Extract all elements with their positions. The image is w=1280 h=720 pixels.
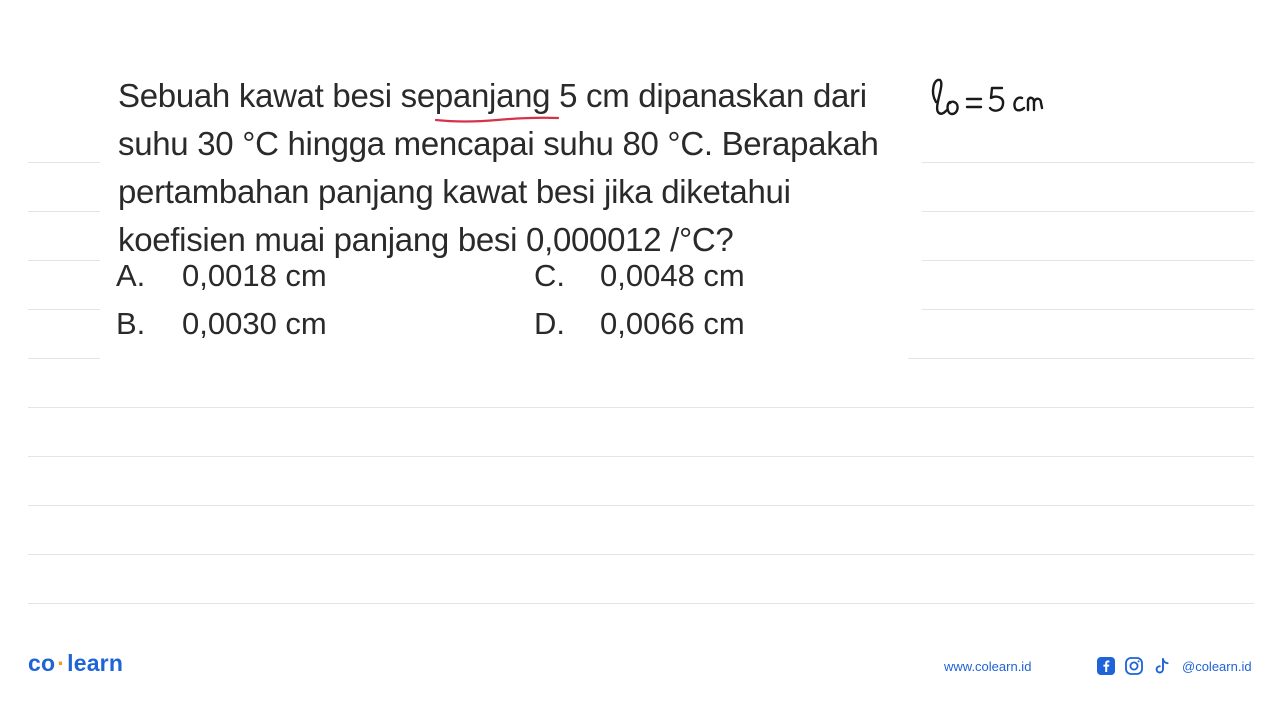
question-text [118, 72, 900, 264]
option-letter: B. [116, 306, 146, 341]
ruled-line [922, 162, 1254, 163]
facebook-icon[interactable] [1096, 656, 1116, 676]
social-handle[interactable]: @colearn.id [1182, 658, 1252, 674]
question-line: pertambahan panjang kawat besi jika diketahui [118, 173, 791, 210]
social-links [1096, 656, 1252, 676]
ruled-line [28, 554, 1254, 555]
option-letter: A. [116, 258, 146, 293]
option-b[interactable] [116, 306, 327, 342]
instagram-icon[interactable] [1124, 656, 1144, 676]
ruled-line [28, 260, 110, 261]
brand-left: co [28, 650, 56, 676]
option-text: 0,0018 cm [182, 258, 327, 293]
ruled-line [922, 309, 1254, 310]
website-link[interactable]: www.colearn.id [944, 659, 1032, 674]
ruled-line [28, 603, 1254, 604]
ruled-line [922, 211, 1254, 212]
question-line: suhu 30 °C hingga mencapai suhu 80 °C. Berapakah [118, 125, 879, 162]
option-c[interactable] [534, 258, 745, 294]
ruled-line [28, 505, 1254, 506]
option-letter: C. [534, 258, 565, 293]
option-a[interactable] [116, 258, 327, 294]
handwritten-annotation [920, 72, 1050, 122]
ruled-line [28, 456, 1254, 457]
tiktok-icon[interactable] [1152, 656, 1172, 676]
red-underline-mark [434, 114, 560, 124]
colearn-logo [28, 650, 123, 677]
brand-right: learn [67, 650, 124, 676]
ruled-line [922, 260, 1254, 261]
option-text: 0,0030 cm [182, 306, 327, 341]
ruled-line [28, 309, 110, 310]
brand-dot: · [57, 650, 66, 676]
question-card [100, 58, 908, 360]
option-d[interactable] [534, 306, 745, 342]
option-text: 0,0066 cm [600, 306, 745, 341]
ruled-line [28, 162, 110, 163]
question-line: Sebuah kawat besi sepanjang 5 cm dipanaskan dari [118, 77, 867, 114]
ruled-line [28, 211, 110, 212]
question-line: koefisien muai panjang besi 0,000012 /°C? [118, 221, 734, 258]
option-letter: D. [534, 306, 565, 341]
ruled-line [28, 407, 1254, 408]
option-text: 0,0048 cm [600, 258, 745, 293]
